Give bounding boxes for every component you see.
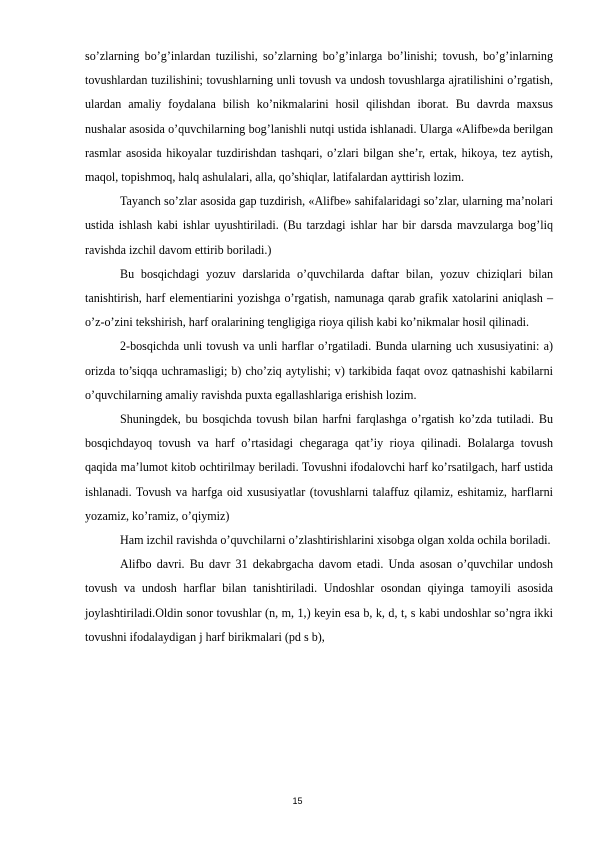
paragraph-4: 2-bosqichda unli tovush va unli harflar o’rgatiladi. Bunda ularning uch xususiyatini: a) orizda to’siqqa uchramasligi; b) cho’ziq aytylishi; v) tarkibida faqat ovoz qatnashishi kabilarni o’quvchilarning amaliy ravishda puxta egallashlariga erishish lozim. <box>85 339 553 402</box>
paragraph-2: Tayanch so’zlar asosida gap tuzdirish, «Alifbe» sahifalaridagi so’zlar, ularning ma’nolari ustida ishlash kabi ishlar uyushtiriladi. (Bu tarzdagi ishlar har bir darsda mavzularga bog’liq ravishda izchil davom ettirib boriladi.) <box>85 194 553 257</box>
paragraph-1: so’zlarning bo’g’inlardan tuzilishi, so’zlarning bo’g’inlarga bo’linishi; tovush, bo’g’inlarning tovushlardan tuzilishini; tovushlarning unli tovush va undosh tovushlarga ajratilishini o’rgatish, ulardan amaliy foydalana bilish ko’nikmalarini hosil qilishdan iborat. Bu davrda maxsus nushalar asosida o’quvchilarning bog’lanishli nutqi ustida ishlanadi. Ularga «Alifbe»da berilgan rasmlar asosida hikoyalar tuzdirishdan tashqari, o’zlari bilgan she’r, ertak, hikoya, tez aytish, maqol, topishmoq, halq ashulalari, alla, qo’shiqlar, latifalardan ayttirish lozim. <box>85 49 553 185</box>
page-number: 15 <box>292 796 303 806</box>
body-text <box>85 44 553 649</box>
paragraph-5: Shuningdek, bu bosqichda tovush bilan harfni farqlashga o’rgatish ko’zda tutiladi. Bu bosqichdayoq tovush va harf o’rtasidagi chegaraga qat’iy rioya qilinadi. Bolalarga tovush qaqida ma’lumot kitob ochtirilmay beriladi. Tovushni ifodalovchi harf ko’rsatilgach, harf ustida ishlanadi. Tovush va harfga oid xususiyatlar (tovushlarni talaffuz qilamiz, eshitamiz, harflarni yozamiz, ko’ramiz, o’qiymiz) <box>85 412 553 523</box>
paragraph-7: Alifbo davri. Bu davr 31 dekabrgacha davom etadi. Unda asosan o’quvchilar undosh tovush va undosh harflar bilan tanishtiriladi. Undoshlar osondan qiyinga tamoyili asosida joylashtiriladi.Oldin sonor tovushlar (n, m, 1,) keyin esa b, k, d, t, s kabi undoshlar so’ngra ikki tovushni ifodalaydigan j harf birikmalari (pd s b), <box>85 557 553 644</box>
paragraph-6: Ham izchil ravishda o’quvchilarni o’zlashtirishlarini xisobga olgan xolda ochila boriladi. <box>120 533 551 548</box>
paragraph-3: Bu bosqichdagi yozuv darslarida o’quvchilarda daftar bilan, yozuv chiziqlari bilan tanishtirish, harf elementiarini yozishga o’rgatish, namunaga qarab grafik xatolarini aniqlash – o’z-o’zini tekshirish, harf oralarining tengligiga rioya qilish kabi ko’nikmalar hosil qilinadi. <box>85 266 553 330</box>
